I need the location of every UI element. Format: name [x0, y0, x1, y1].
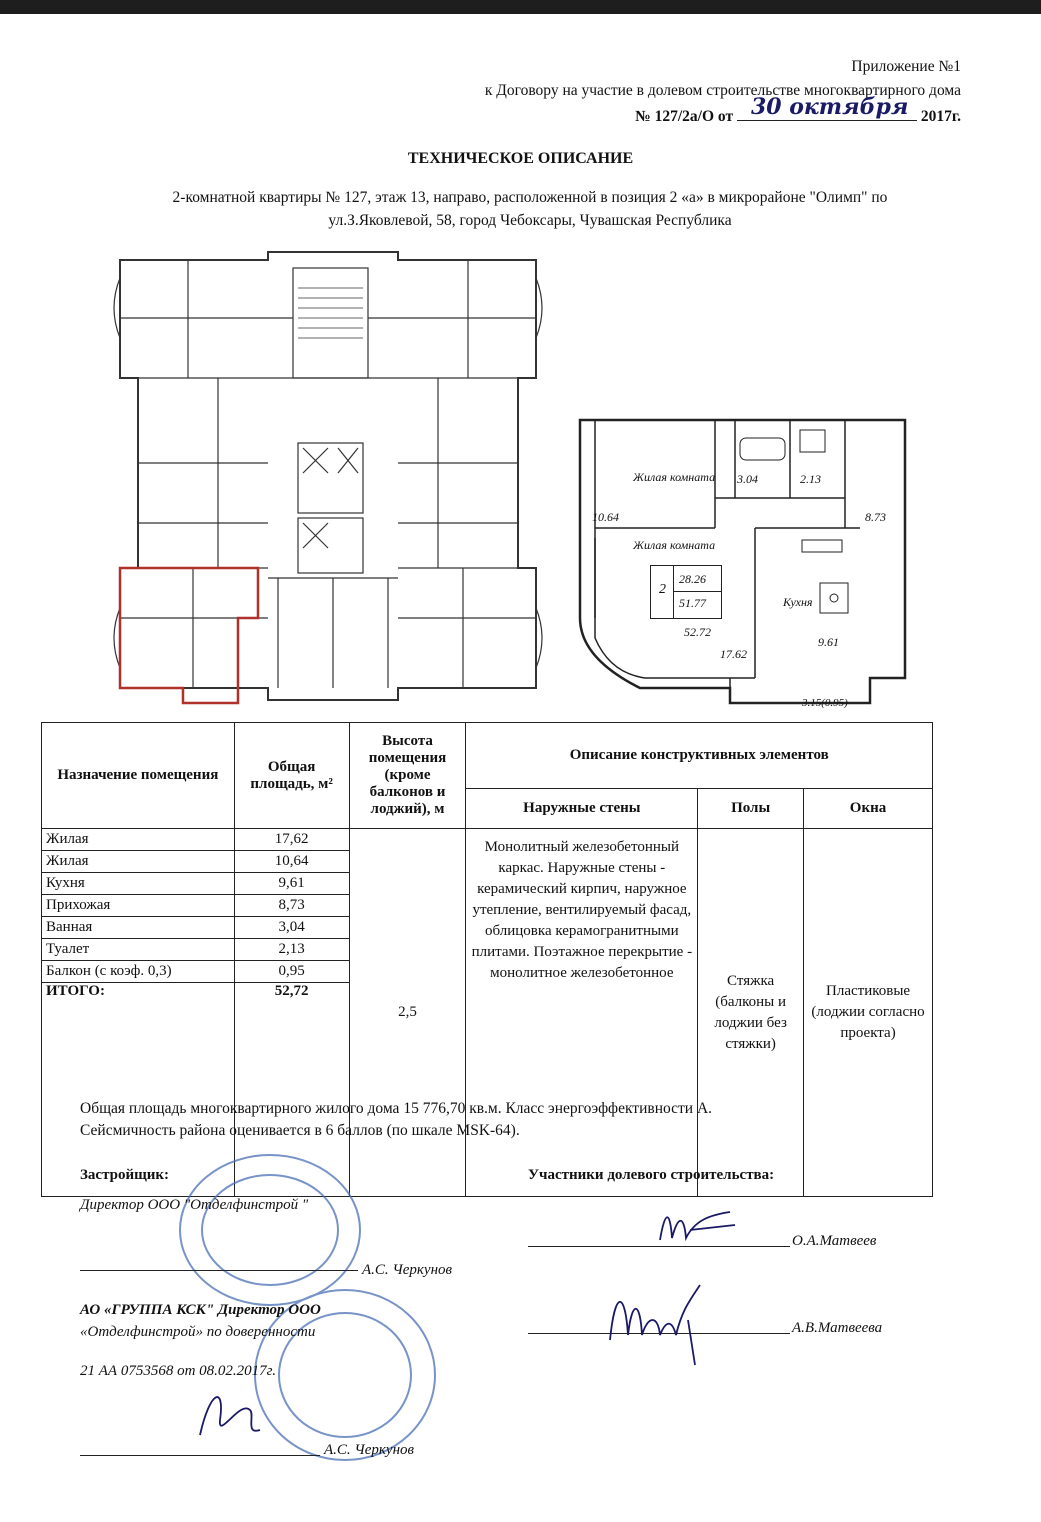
row-room: Ванная [42, 917, 235, 939]
plan-area-bath: 3.04 [737, 472, 758, 486]
group-line-2: «Отделфинстрой» по доверенности [80, 1324, 316, 1340]
plan-summary-box [650, 565, 722, 619]
row-area: 9,61 [234, 873, 349, 895]
header-windows: Окна [804, 789, 933, 829]
plan-area-total-no-balcony: 51.77 [679, 596, 706, 610]
plan-room-living-1: Жилая комната [633, 470, 716, 484]
row-area: 17,62 [234, 829, 349, 851]
row-room: Жилая [42, 829, 235, 851]
group-line-1: АО «ГРУППА КСК" Директор ООО [80, 1302, 321, 1318]
row-area: 8,73 [234, 895, 349, 917]
signer-1: А.С. Черкунов [362, 1262, 453, 1278]
plan-area-living-2: 17.62 [720, 647, 747, 661]
document-subtitle [70, 186, 990, 232]
floors-description: Стяжка (балконы и лоджии без стяжки) [698, 829, 804, 1197]
plan-room-living-2: Жилая комната [633, 538, 716, 552]
plan-area-kitchen: 9.61 [818, 635, 839, 649]
row-room: Туалет [42, 939, 235, 961]
plan-area-wc: 2.13 [800, 472, 821, 486]
handwritten-signature-participant-1 [650, 1200, 740, 1250]
plan-area-living-1: 10.64 [592, 510, 619, 524]
signature-line-1 [80, 1270, 358, 1271]
row-room: Кухня [42, 873, 235, 895]
floor-plan [108, 248, 548, 708]
contract-from: от [717, 108, 734, 125]
height-value: 2,5 [349, 829, 466, 1197]
row-area: 10,64 [234, 851, 349, 873]
header-purpose: Назначение помещения [42, 723, 235, 829]
handwritten-signature-participant-2 [600, 1280, 720, 1370]
total-value: 52,72 [234, 983, 349, 1197]
scan-top-edge [0, 0, 1041, 14]
appendix-label: Приложение №1 [851, 58, 961, 75]
plan-area-balcony: 3.15(0.95) [802, 697, 848, 709]
handwritten-signature-developer [190, 1380, 270, 1450]
header-floors: Полы [698, 789, 804, 829]
participant-2: А.В.Матвеева [792, 1320, 883, 1336]
note-line-1: Общая площадь многоквартирного жилого дома 15 776,70 кв.м. Класс энергоэффективности А. [80, 1100, 713, 1117]
contract-number: № 127/2а/О [635, 108, 715, 125]
contract-date-handwritten: 30 октября [750, 94, 909, 120]
walls-description: Монолитный железобетонный каркас. Наружные стены - керамический кирпич, наружное утепление, вентилируемый фасад, облицовка керамогранитными плитами. Поэтажное перекрытие - монолитное железобетонное [466, 829, 698, 1197]
subtitle-line-2: ул.З.Яковлевой, 58, город Чебоксары, Чувашская Республика [328, 212, 732, 229]
contract-line: к Договору на участие в долевом строительстве многоквартирного дома [484, 82, 961, 99]
plan-area-total: 52.72 [684, 625, 711, 639]
power-of-attorney: 21 АА 0753568 от 08.02.2017г. [80, 1363, 277, 1379]
signer-2: А.С. Черкунов [324, 1442, 415, 1458]
row-room: Прихожая [42, 895, 235, 917]
row-area: 0,95 [234, 961, 349, 983]
header-construction: Описание конструктивных элементов [466, 723, 933, 789]
signature-line-2 [80, 1455, 320, 1456]
contract-year: 2017г. [920, 108, 961, 125]
header-walls: Наружные стены [466, 789, 698, 829]
note-line-2: Сейсмичность района оценивается в 6 баллов (по шкале MSK-64). [80, 1122, 520, 1139]
windows-description: Пластиковые (лоджии согласно проекта) [804, 829, 933, 1197]
participants-label: Участники долевого строительства: [528, 1167, 775, 1183]
participant-1: О.А.Матвеев [792, 1233, 877, 1249]
row-area: 2,13 [234, 939, 349, 961]
apartment-plan [570, 418, 915, 713]
director-line: Директор ООО "Отделфинстрой " [80, 1197, 309, 1213]
row-room: Жилая [42, 851, 235, 873]
notes [80, 1098, 712, 1142]
developer-label: Застройщик: [80, 1167, 170, 1183]
total-label: ИТОГО: [42, 983, 235, 1197]
highlighted-apartment [120, 568, 258, 703]
document-title: ТЕХНИЧЕСКОЕ ОПИСАНИЕ [407, 150, 634, 167]
plan-area-hall: 8.73 [865, 510, 886, 524]
contract-number-line [635, 94, 961, 126]
contract-date-field [737, 94, 917, 121]
plan-rooms-count: 2 [659, 582, 666, 597]
row-room: Балкон (с коэф. 0,3) [42, 961, 235, 983]
plan-room-kitchen: Кухня [783, 595, 813, 609]
plan-area-living: 28.26 [679, 572, 706, 586]
header-area: Общая площадь, м² [234, 723, 349, 829]
subtitle-line-1: 2-комнатной квартиры № 127, этаж 13, направо, расположенной в позиция 2 «а» в микрорайоне "Олимп" по [172, 189, 888, 206]
header-height: Высота помещения (кроме балконов и лоджий), м [349, 723, 466, 829]
row-area: 3,04 [234, 917, 349, 939]
